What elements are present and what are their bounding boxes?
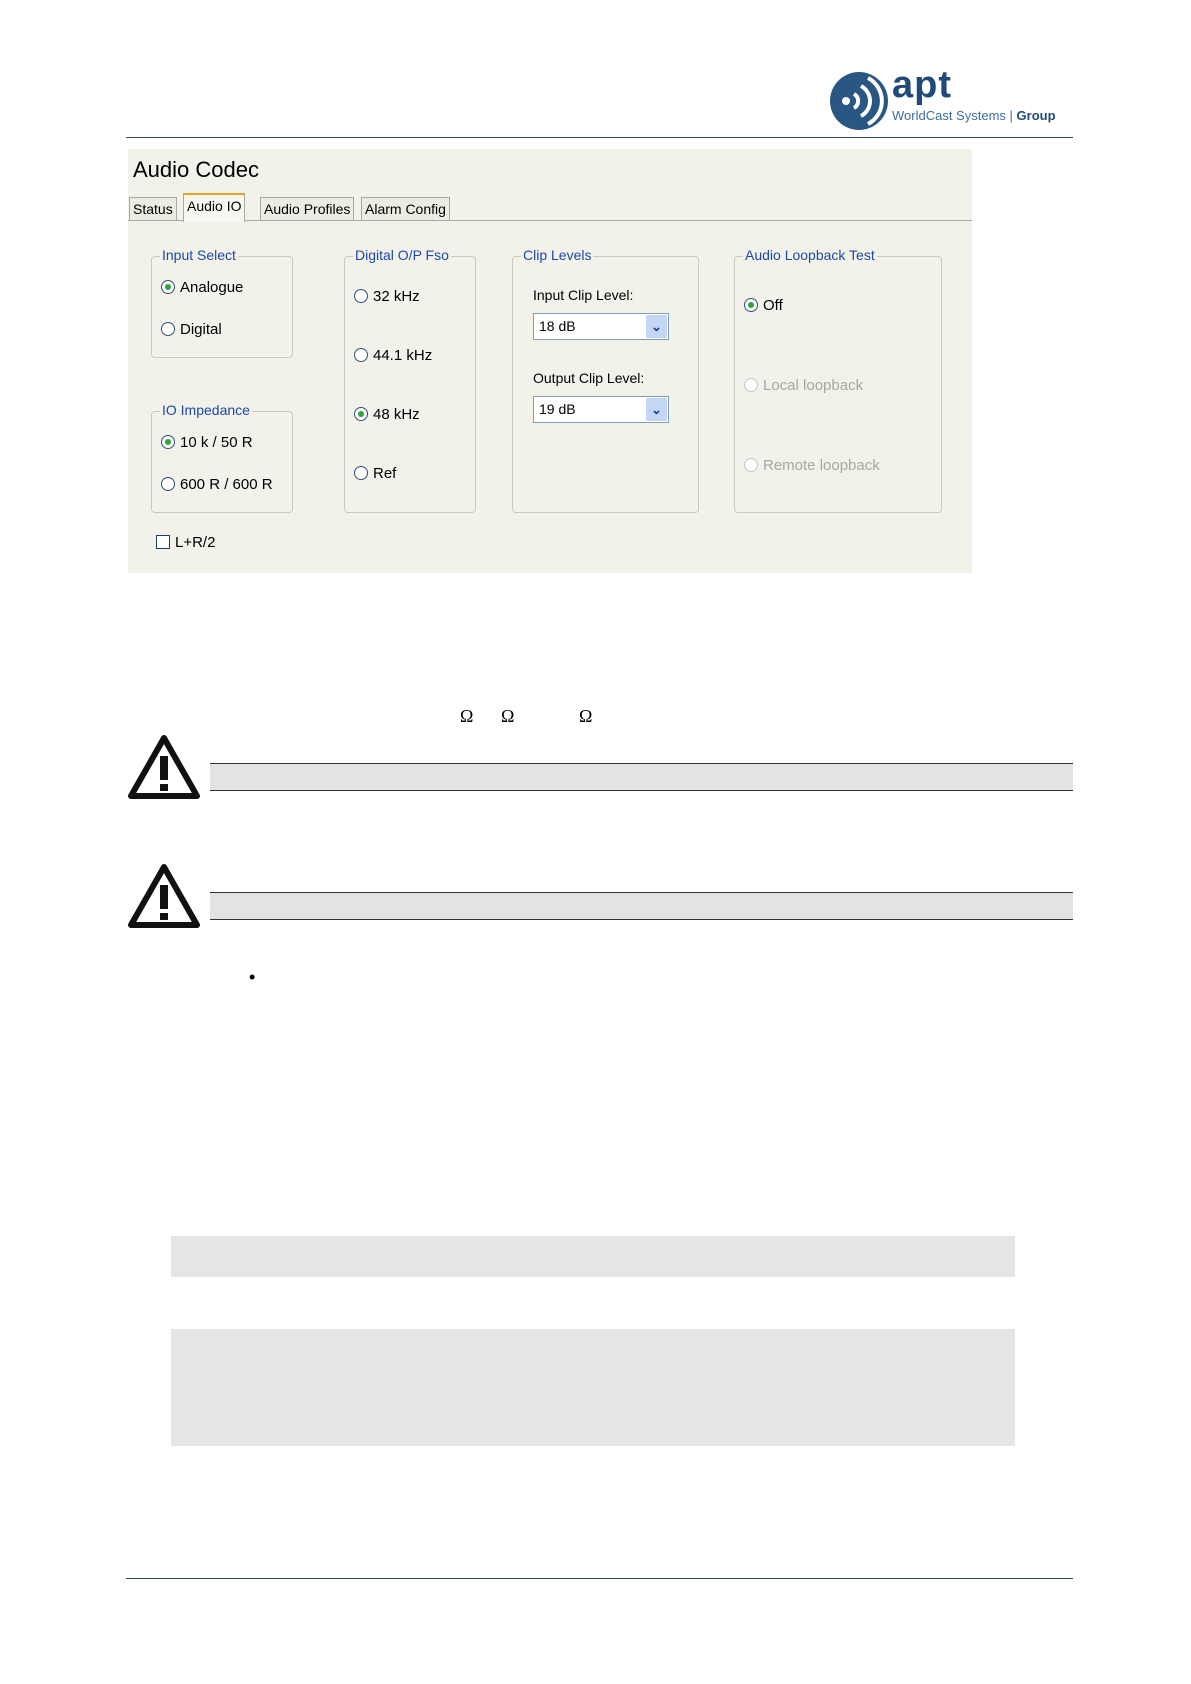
tab-audio-profiles[interactable]: Audio Profiles <box>260 197 354 220</box>
radio-disabled-icon <box>744 458 758 472</box>
tab-status[interactable]: Status <box>129 197 177 220</box>
chevron-down-icon[interactable]: ⌄ <box>646 315 667 338</box>
radio-remote-loopback-label: Remote loopback <box>763 457 880 474</box>
digital-fso-group <box>344 247 476 513</box>
radio-32khz[interactable] <box>354 288 420 305</box>
io-impedance-legend: IO Impedance <box>162 402 250 418</box>
list-bullet: • <box>249 967 256 987</box>
audio-codec-panel <box>128 149 972 573</box>
radio-unselected-icon[interactable] <box>161 322 175 336</box>
logo-tagline-text: WorldCast Systems <box>892 108 1006 123</box>
input-clip-level-label: Input Clip Level: <box>533 287 634 303</box>
output-clip-level-label: Output Clip Level: <box>533 370 645 386</box>
radio-600r-600r-label: 600 R / 600 R <box>180 476 273 493</box>
input-clip-level-select[interactable] <box>533 313 669 340</box>
checkbox-l-plus-r-half[interactable] <box>156 534 215 551</box>
radio-48khz[interactable] <box>354 406 420 423</box>
radio-loopback-off-label: Off <box>763 297 783 314</box>
checkbox-l-plus-r-half-label: L+R/2 <box>175 534 216 551</box>
ohm-symbol: Ω <box>501 706 515 726</box>
radio-local-loopback <box>744 377 863 394</box>
radio-ref-label: Ref <box>373 465 397 482</box>
tab-audio-io[interactable]: Audio IO <box>183 193 245 222</box>
radio-remote-loopback <box>744 457 880 474</box>
chevron-down-icon[interactable]: ⌄ <box>646 398 667 421</box>
ohm-symbol: Ω <box>460 706 474 726</box>
logo-wordmark: apt <box>892 64 952 106</box>
radio-32khz-label: 32 kHz <box>373 288 420 305</box>
input-select-group <box>151 247 293 358</box>
output-clip-level-select[interactable] <box>533 396 669 423</box>
radio-local-loopback-label: Local loopback <box>763 377 864 394</box>
input-clip-level-value: 18 dB <box>539 318 576 334</box>
company-logo <box>828 64 1078 136</box>
warning-bar <box>210 892 1073 920</box>
radio-digital[interactable] <box>161 321 222 338</box>
ohm-symbol: Ω <box>579 706 593 726</box>
warning-icon <box>128 863 200 929</box>
radio-analogue[interactable] <box>161 279 243 296</box>
digital-fso-legend: Digital O/P Fso <box>355 247 449 263</box>
radio-10k-50r[interactable] <box>161 434 253 451</box>
radio-unselected-icon[interactable] <box>161 477 175 491</box>
radio-unselected-icon[interactable] <box>354 348 368 362</box>
tab-divider <box>128 220 972 221</box>
shaded-box <box>171 1329 1015 1446</box>
warning-icon <box>128 734 200 800</box>
radio-ref[interactable] <box>354 465 396 482</box>
radio-analogue-label: Analogue <box>180 279 244 296</box>
header-rule <box>126 137 1073 138</box>
sound-wave-logo-icon <box>828 70 888 132</box>
tab-alarm-config[interactable]: Alarm Config <box>361 197 450 220</box>
clip-levels-legend: Clip Levels <box>523 247 592 263</box>
audio-loopback-group <box>734 247 942 513</box>
logo-group-text: Group <box>1016 108 1056 123</box>
radio-selected-icon[interactable] <box>354 407 368 421</box>
io-impedance-group <box>151 402 293 513</box>
warning-bar <box>210 763 1073 791</box>
radio-44-1khz-label: 44.1 kHz <box>373 347 433 364</box>
audio-loopback-legend: Audio Loopback Test <box>745 247 875 263</box>
logo-tagline <box>892 108 1056 123</box>
radio-selected-icon[interactable] <box>744 298 758 312</box>
panel-title: Audio Codec <box>133 157 259 182</box>
radio-digital-label: Digital <box>180 321 222 338</box>
radio-disabled-icon <box>744 378 758 392</box>
clip-levels-group <box>512 247 699 513</box>
radio-600r-600r[interactable] <box>161 476 273 493</box>
radio-selected-icon[interactable] <box>161 435 175 449</box>
radio-selected-icon[interactable] <box>161 280 175 294</box>
radio-48khz-label: 48 kHz <box>373 406 420 423</box>
radio-unselected-icon[interactable] <box>354 289 368 303</box>
checkbox-icon[interactable] <box>156 535 170 549</box>
radio-loopback-off[interactable] <box>744 297 783 314</box>
radio-unselected-icon[interactable] <box>354 466 368 480</box>
logo-separator: | <box>1009 108 1013 123</box>
output-clip-level-value: 19 dB <box>539 401 576 417</box>
input-select-legend: Input Select <box>162 247 236 263</box>
radio-10k-50r-label: 10 k / 50 R <box>180 434 253 451</box>
shaded-box <box>171 1236 1015 1277</box>
radio-44-1khz[interactable] <box>354 347 432 364</box>
footer-rule <box>126 1578 1073 1579</box>
